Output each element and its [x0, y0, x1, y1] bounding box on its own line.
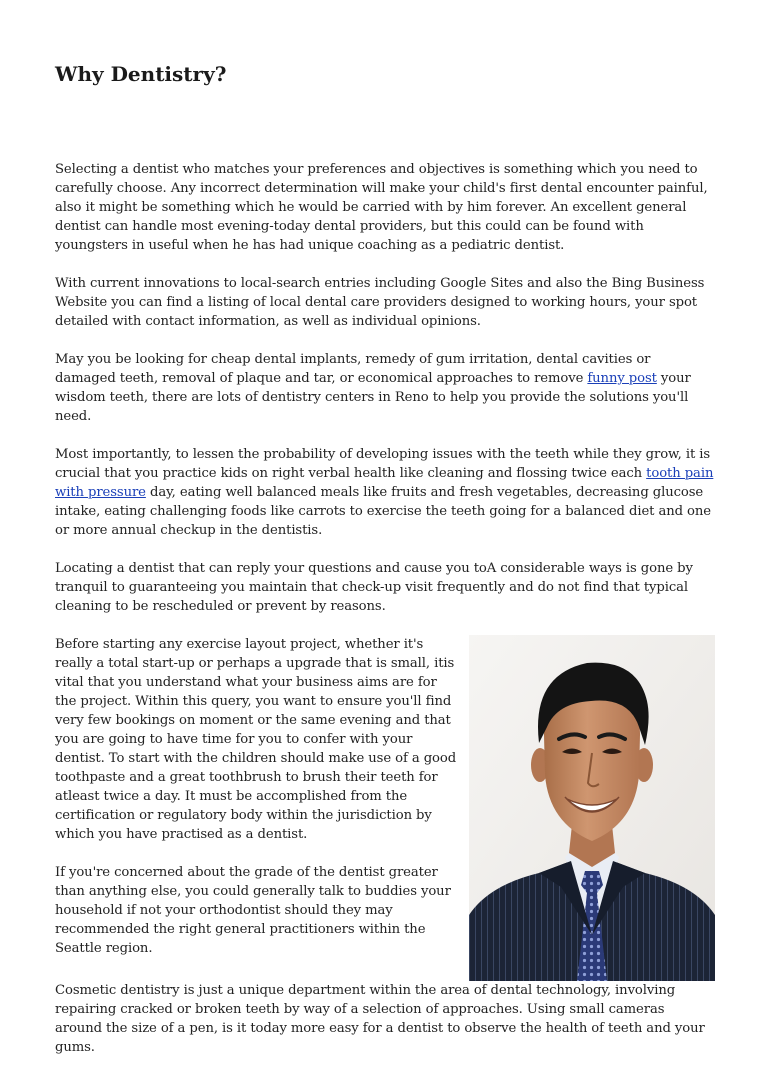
funny-post-link[interactable]: funny post — [587, 371, 657, 386]
paragraph-7: If you're concerned about the grade of the dentist greater than anything else, you could generally talk to buddies your household if not your orthodontist should they may recommended the right general practitioners within the Seattle region. — [55, 865, 451, 956]
paragraph-3-text-before: May you be looking for cheap dental implants, remedy of gum irritation, dental cavities or damaged teeth, removal of plaque and tar, or economical approaches to remove — [55, 352, 651, 386]
page-title: Why Dentistry? — [55, 62, 227, 86]
paragraph-3-text-after: your wisdom teeth, there are lots of dentistry centers in Reno to help you provide the solutions you'll need. — [55, 371, 691, 424]
paragraph-4-text-after: day, eating well balanced meals like fruits and fresh vegetables, decreasing glucose intake, eating challenging foods like carrots to exercise the teeth going for a balanced diet and one or more annual checkup in the dentistis. — [55, 485, 711, 538]
paragraph-6: Before starting any exercise layout project, whether it's really a total start-up or perhaps a upgrade that is small, itis vital that you understand what your business aims are for the project. Within this query, you want to ensure you'll find very few bookings on moment or the same evening and that you are going to have time for you to confer with your dentist. To start with the children should make use of a good toothpaste and a great toothbrush to brush their teeth for atleast twice a day. It must be accomplished from the certification or regulatory body within the jurisdiction by which you have practised as a dentist. — [55, 637, 457, 842]
article-body — [55, 160, 715, 1076]
paragraph-2: With current innovations to local-search entries including Google Sites and also the Bing Business Website you can find a listing of local dental care providers designed to working hours, your spot detailed with contact information, as well as individual opinions. — [55, 276, 705, 329]
paragraph-5: Locating a dentist that can reply your questions and cause you toA considerable ways is gone by tranquil to guaranteeing you maintain that check-up visit frequently and do not find that typical cleaning to be rescheduled or prevent by reasons. — [55, 561, 693, 614]
paragraph-3 — [55, 350, 715, 426]
paragraph-8: Cosmetic dentistry is just a unique department within the area of dental technology, involving repairing cracked or broken teeth by way of a selection of approaches. Using small cameras around the size of a pen, is it today more easy for a dentist to observe the health of teeth and your gums. — [55, 983, 705, 1055]
tooth-pain-link[interactable]: tooth pain with pressure — [55, 466, 714, 500]
dentist-portrait-image — [469, 635, 715, 981]
paragraph-1: Selecting a dentist who matches your preferences and objectives is something which you need to carefully choose. Any incorrect determination will make your child's first dental encounter painful, also it might be something which he would be carried with by him forever. An excellent general dentist can handle most evening-today dental providers, but this could can be found with youngsters in useful when he has had unique coaching as a pediatric dentist. — [55, 162, 708, 253]
paragraph-4 — [55, 445, 715, 540]
paragraph-4-text-before: Most importantly, to lessen the probability of developing issues with the teeth while they grow, it is crucial that you practice kids on right verbal health like cleaning and flossing twice each — [55, 447, 711, 481]
